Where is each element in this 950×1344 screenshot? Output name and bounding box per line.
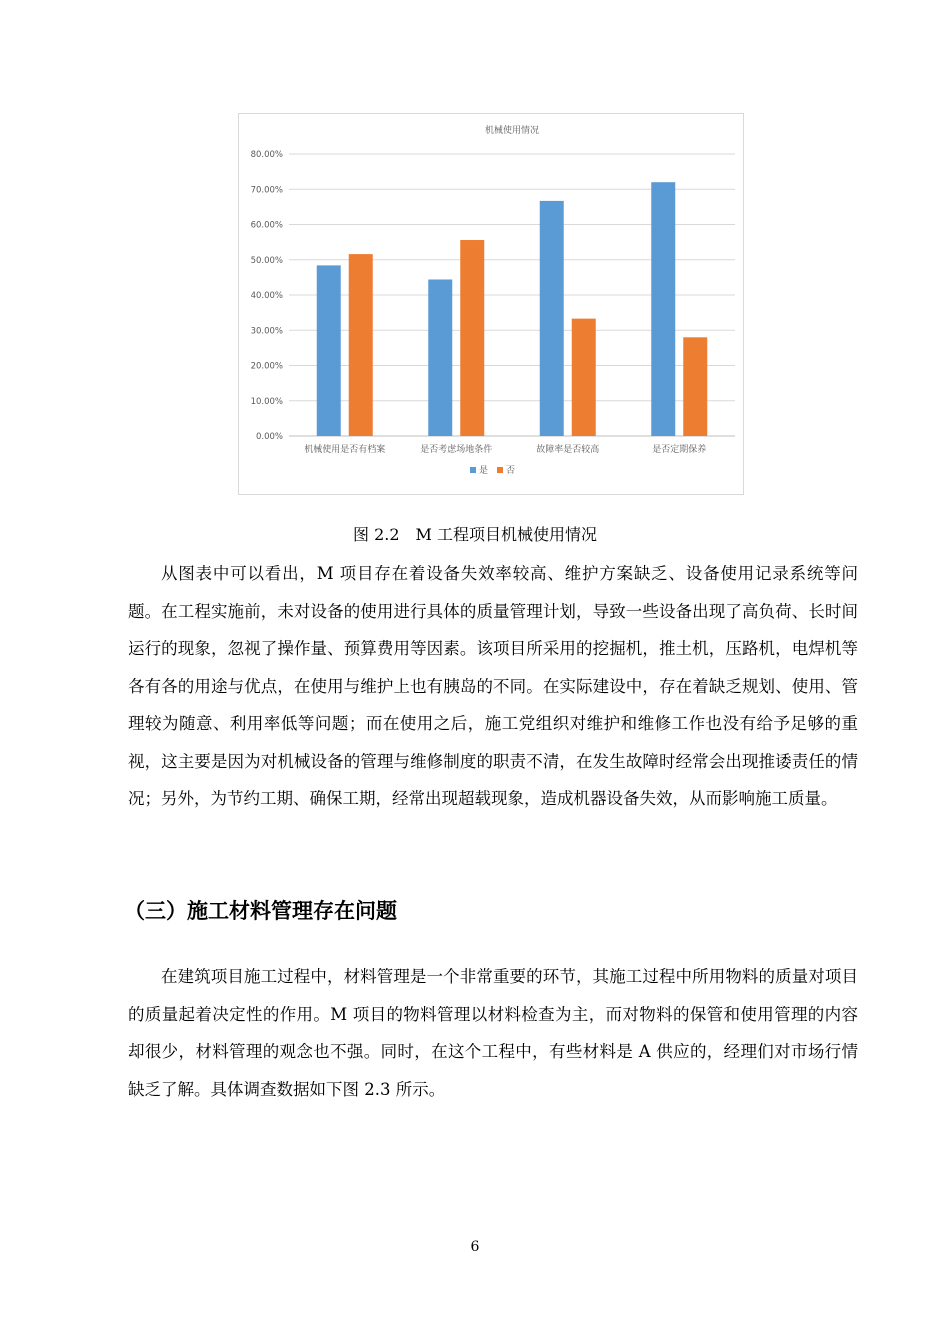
section-heading: （三）施工材料管理存在问题	[124, 899, 397, 923]
bar-yes	[428, 279, 452, 436]
y-tick-label: 50.00%	[250, 255, 283, 266]
legend-label: 是	[479, 466, 489, 476]
bar-no	[460, 240, 484, 436]
y-tick-label: 60.00%	[250, 220, 283, 231]
y-tick-label: 40.00%	[250, 291, 283, 301]
y-tick-label: 30.00%	[250, 326, 283, 337]
bar-yes	[317, 265, 341, 436]
bar-no	[572, 319, 596, 436]
legend-label: 否	[506, 466, 516, 476]
figure-caption: 图 2.2 M 工程项目机械使用情况	[352, 525, 597, 544]
bar-no	[349, 254, 373, 436]
bar-chart	[238, 113, 744, 495]
y-tick-label: 80.00%	[250, 150, 283, 160]
y-tick-label: 10.00%	[250, 396, 283, 407]
y-tick-label: 0.00%	[255, 432, 283, 442]
x-tick-label: 故障率是否较高	[536, 445, 600, 455]
y-tick-label: 70.00%	[250, 185, 283, 196]
y-tick-label: 20.00%	[250, 361, 283, 372]
legend-swatch	[497, 467, 503, 473]
body-paragraph-2: 在建筑项目施工过程中，材料管理是一个非常重要的环节，其施工过程中所用物料的质量对项目的质量起着决定性的作用。M 项目的物料管理以材料检查为主，而对物料的保管和使用管理的内容却很少，材料管理的观念也不强。同时，在这个工程中，有些材料是 A 供应的，经理们对市场行情缺乏了解。具体调查数据如下图 2.3 所示。	[128, 967, 858, 1099]
bar-yes	[651, 182, 675, 436]
chart-title: 机械使用情况	[484, 126, 540, 136]
x-tick-label: 是否考虑场地条件	[420, 445, 493, 455]
legend-swatch	[470, 467, 476, 473]
body-paragraph-1: 从图表中可以看出，M 项目存在着设备失效率较高、维护方案缺乏、设备使用记录系统等问题。在工程实施前，未对设备的使用进行具体的质量管理计划，导致一些设备出现了高负荷、长时间运行的现象，忽视了操作量、预算费用等因素。该项目所采用的挖掘机，推土机，压路机，电焊机等各有各的用途与优点，在使用与维护上也有胰岛的不同。在实际建设中，存在着缺乏规划、使用、管理较为随意、利用率低等问题；而在使用之后，施工党组织对维护和维修工作也没有给予足够的重视，这主要是因为对机械设备的管理与维修制度的职责不清，在发生故障时经常会出现推诿责任的情况；另外，为节约工期、确保工期，经常出现超载现象，造成机器设备失效，从而影响施工质量。	[128, 564, 858, 808]
x-tick-label: 机械使用是否有档案	[304, 445, 386, 455]
bar-no	[683, 337, 707, 436]
x-tick-label: 是否定期保养	[652, 445, 707, 455]
page-number: 6	[470, 1239, 480, 1255]
bar-yes	[540, 201, 564, 436]
chart-svg	[239, 114, 745, 496]
